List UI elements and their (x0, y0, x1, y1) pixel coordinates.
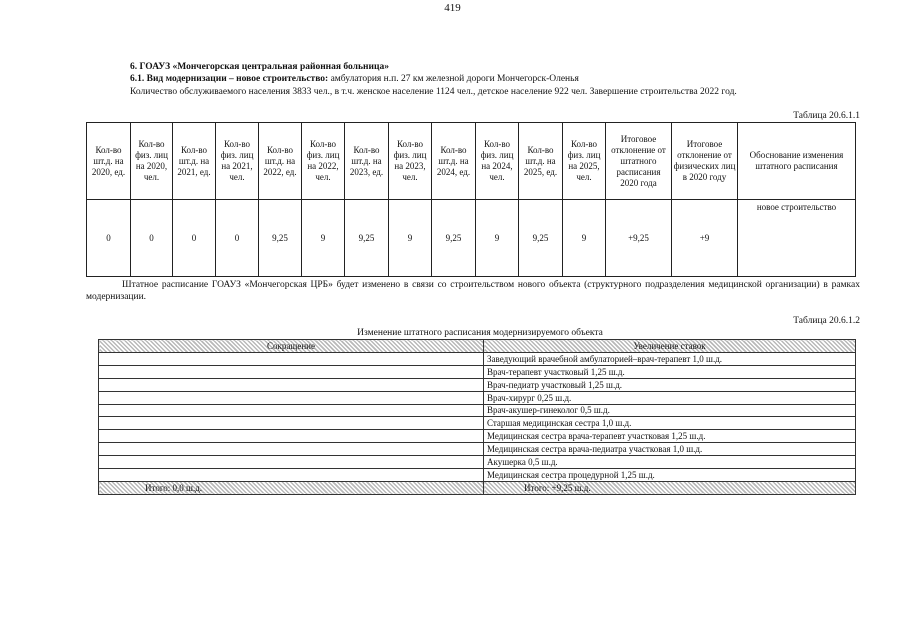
header-cell: Кол-во шт.д. на 2020, ед. (87, 123, 131, 200)
increase-cell: Врач-педиатр участковый 1,25 ш.д. (484, 378, 856, 391)
reduction-cell (99, 365, 484, 378)
population-line: Количество обслуживаемого населения 3833 чел., в т.ч. женское население 1124 чел., детское население 922 чел. Завершение строительства 2022 год. (130, 87, 737, 97)
table-row (99, 443, 856, 456)
header-cell: Кол-во шт.д. на 2021, ед. (173, 123, 216, 200)
data-cell: +9,25 (606, 200, 672, 277)
header-cell: Кол-во физ. лиц на 2020, чел. (131, 123, 173, 200)
increase-cell: Медицинская сестра процедурной 1,25 ш.д. (484, 469, 856, 482)
table2-header-row (99, 340, 856, 353)
table-row (99, 378, 856, 391)
reduction-cell (99, 391, 484, 404)
section-title: 6. ГОАУЗ «Мончегорская центральная районная больница» (130, 62, 389, 72)
page-number: 419 (444, 2, 461, 14)
data-cell: 0 (173, 200, 216, 277)
header-cell: Кол-во физ. лиц на 2024, чел. (476, 123, 519, 200)
subsection-text: амбулатория н.п. 27 км железной дороги Мончегорск-Оленья (328, 74, 579, 84)
table-row (99, 456, 856, 469)
header-cell: Кол-во шт.д. на 2022, ед. (259, 123, 302, 200)
subsection-title (130, 74, 579, 84)
table-row (99, 469, 856, 482)
data-cell: 9,25 (345, 200, 389, 277)
header-cell: Итоговое отклонение от физических лиц в 2020 году (672, 123, 738, 200)
reduction-cell (99, 404, 484, 417)
table-row (99, 352, 856, 365)
table-row (87, 200, 856, 277)
data-cell: 0 (131, 200, 173, 277)
table2-caption: Таблица 20.6.1.2 (793, 316, 860, 326)
table-row (99, 365, 856, 378)
header-cell: Кол-во физ. лиц на 2022, чел. (302, 123, 345, 200)
data-cell: 9,25 (432, 200, 476, 277)
data-cell: 0 (216, 200, 259, 277)
header-cell: Кол-во физ. лиц на 2021, чел. (216, 123, 259, 200)
data-cell: 9 (563, 200, 606, 277)
increase-cell: Врач-акушер-гинеколог 0,5 ш.д. (484, 404, 856, 417)
reduction-cell (99, 443, 484, 456)
table-row (99, 417, 856, 430)
header-cell: Кол-во шт.д. на 2023, ед. (345, 123, 389, 200)
table2-total-row (99, 481, 856, 494)
subsection-label: 6.1. Вид модернизации – новое строительство: (130, 74, 329, 84)
increase-cell: Старшая медицинская сестра 1,0 ш.д. (484, 417, 856, 430)
increase-cell: Врач-хирург 0,25 ш.д. (484, 391, 856, 404)
increase-cell: Акушерка 0,5 ш.д. (484, 456, 856, 469)
table1-caption: Таблица 20.6.1.1 (793, 111, 860, 121)
header-cell: Кол-во шт.д. на 2025, ед. (519, 123, 563, 200)
header-cell: Итоговое отклонение от штатного расписания 2020 года (606, 123, 672, 200)
data-cell: 9,25 (259, 200, 302, 277)
staffing-table (86, 122, 856, 277)
reduction-cell (99, 378, 484, 391)
data-cell: 0 (87, 200, 131, 277)
justification-cell: новое строительство (738, 200, 856, 277)
data-cell: +9 (672, 200, 738, 277)
table1-header-row (87, 123, 856, 200)
reduction-header: Сокращение (99, 340, 484, 353)
data-cell: 9 (476, 200, 519, 277)
reduction-cell (99, 352, 484, 365)
table-row (99, 430, 856, 443)
reduction-cell (99, 469, 484, 482)
data-cell: 9 (389, 200, 432, 277)
data-cell: 9,25 (519, 200, 563, 277)
reduction-cell (99, 417, 484, 430)
increase-total: Итого: +9,25 ш.д. (484, 481, 856, 494)
increase-cell: Медицинская сестра врача-терапевт участковая 1,25 ш.д. (484, 430, 856, 443)
header-cell: Обоснование изменения штатного расписания (738, 123, 856, 200)
table-row (99, 391, 856, 404)
reduction-cell (99, 430, 484, 443)
header-cell: Кол-во физ. лиц на 2023, чел. (389, 123, 432, 200)
table2-title: Изменение штатного расписания модернизируемого объекта (357, 328, 603, 338)
body-paragraph: Штатное расписание ГОАУЗ «Мончегорская ЦРБ» будет изменено в связи со строительством нового объекта (структурного подразделения медицинской организации) в рамках модернизации. (86, 280, 860, 302)
reduction-total: Итого: 0,0 ш.д. (99, 481, 484, 494)
increase-header: Увеличение ставок (484, 340, 856, 353)
increase-cell: Врач-терапевт участковый 1,25 ш.д. (484, 365, 856, 378)
data-cell: 9 (302, 200, 345, 277)
header-cell: Кол-во физ. лиц на 2025, чел. (563, 123, 606, 200)
reduction-cell (99, 456, 484, 469)
staff-change-table (98, 339, 856, 495)
table-row (99, 404, 856, 417)
header-cell: Кол-во шт.д. на 2024, ед. (432, 123, 476, 200)
increase-cell: Медицинская сестра врача-педиатра участковая 1,0 ш.д. (484, 443, 856, 456)
increase-cell: Заведующий врачебной амбулаторией–врач-терапевт 1,0 ш.д. (484, 352, 856, 365)
